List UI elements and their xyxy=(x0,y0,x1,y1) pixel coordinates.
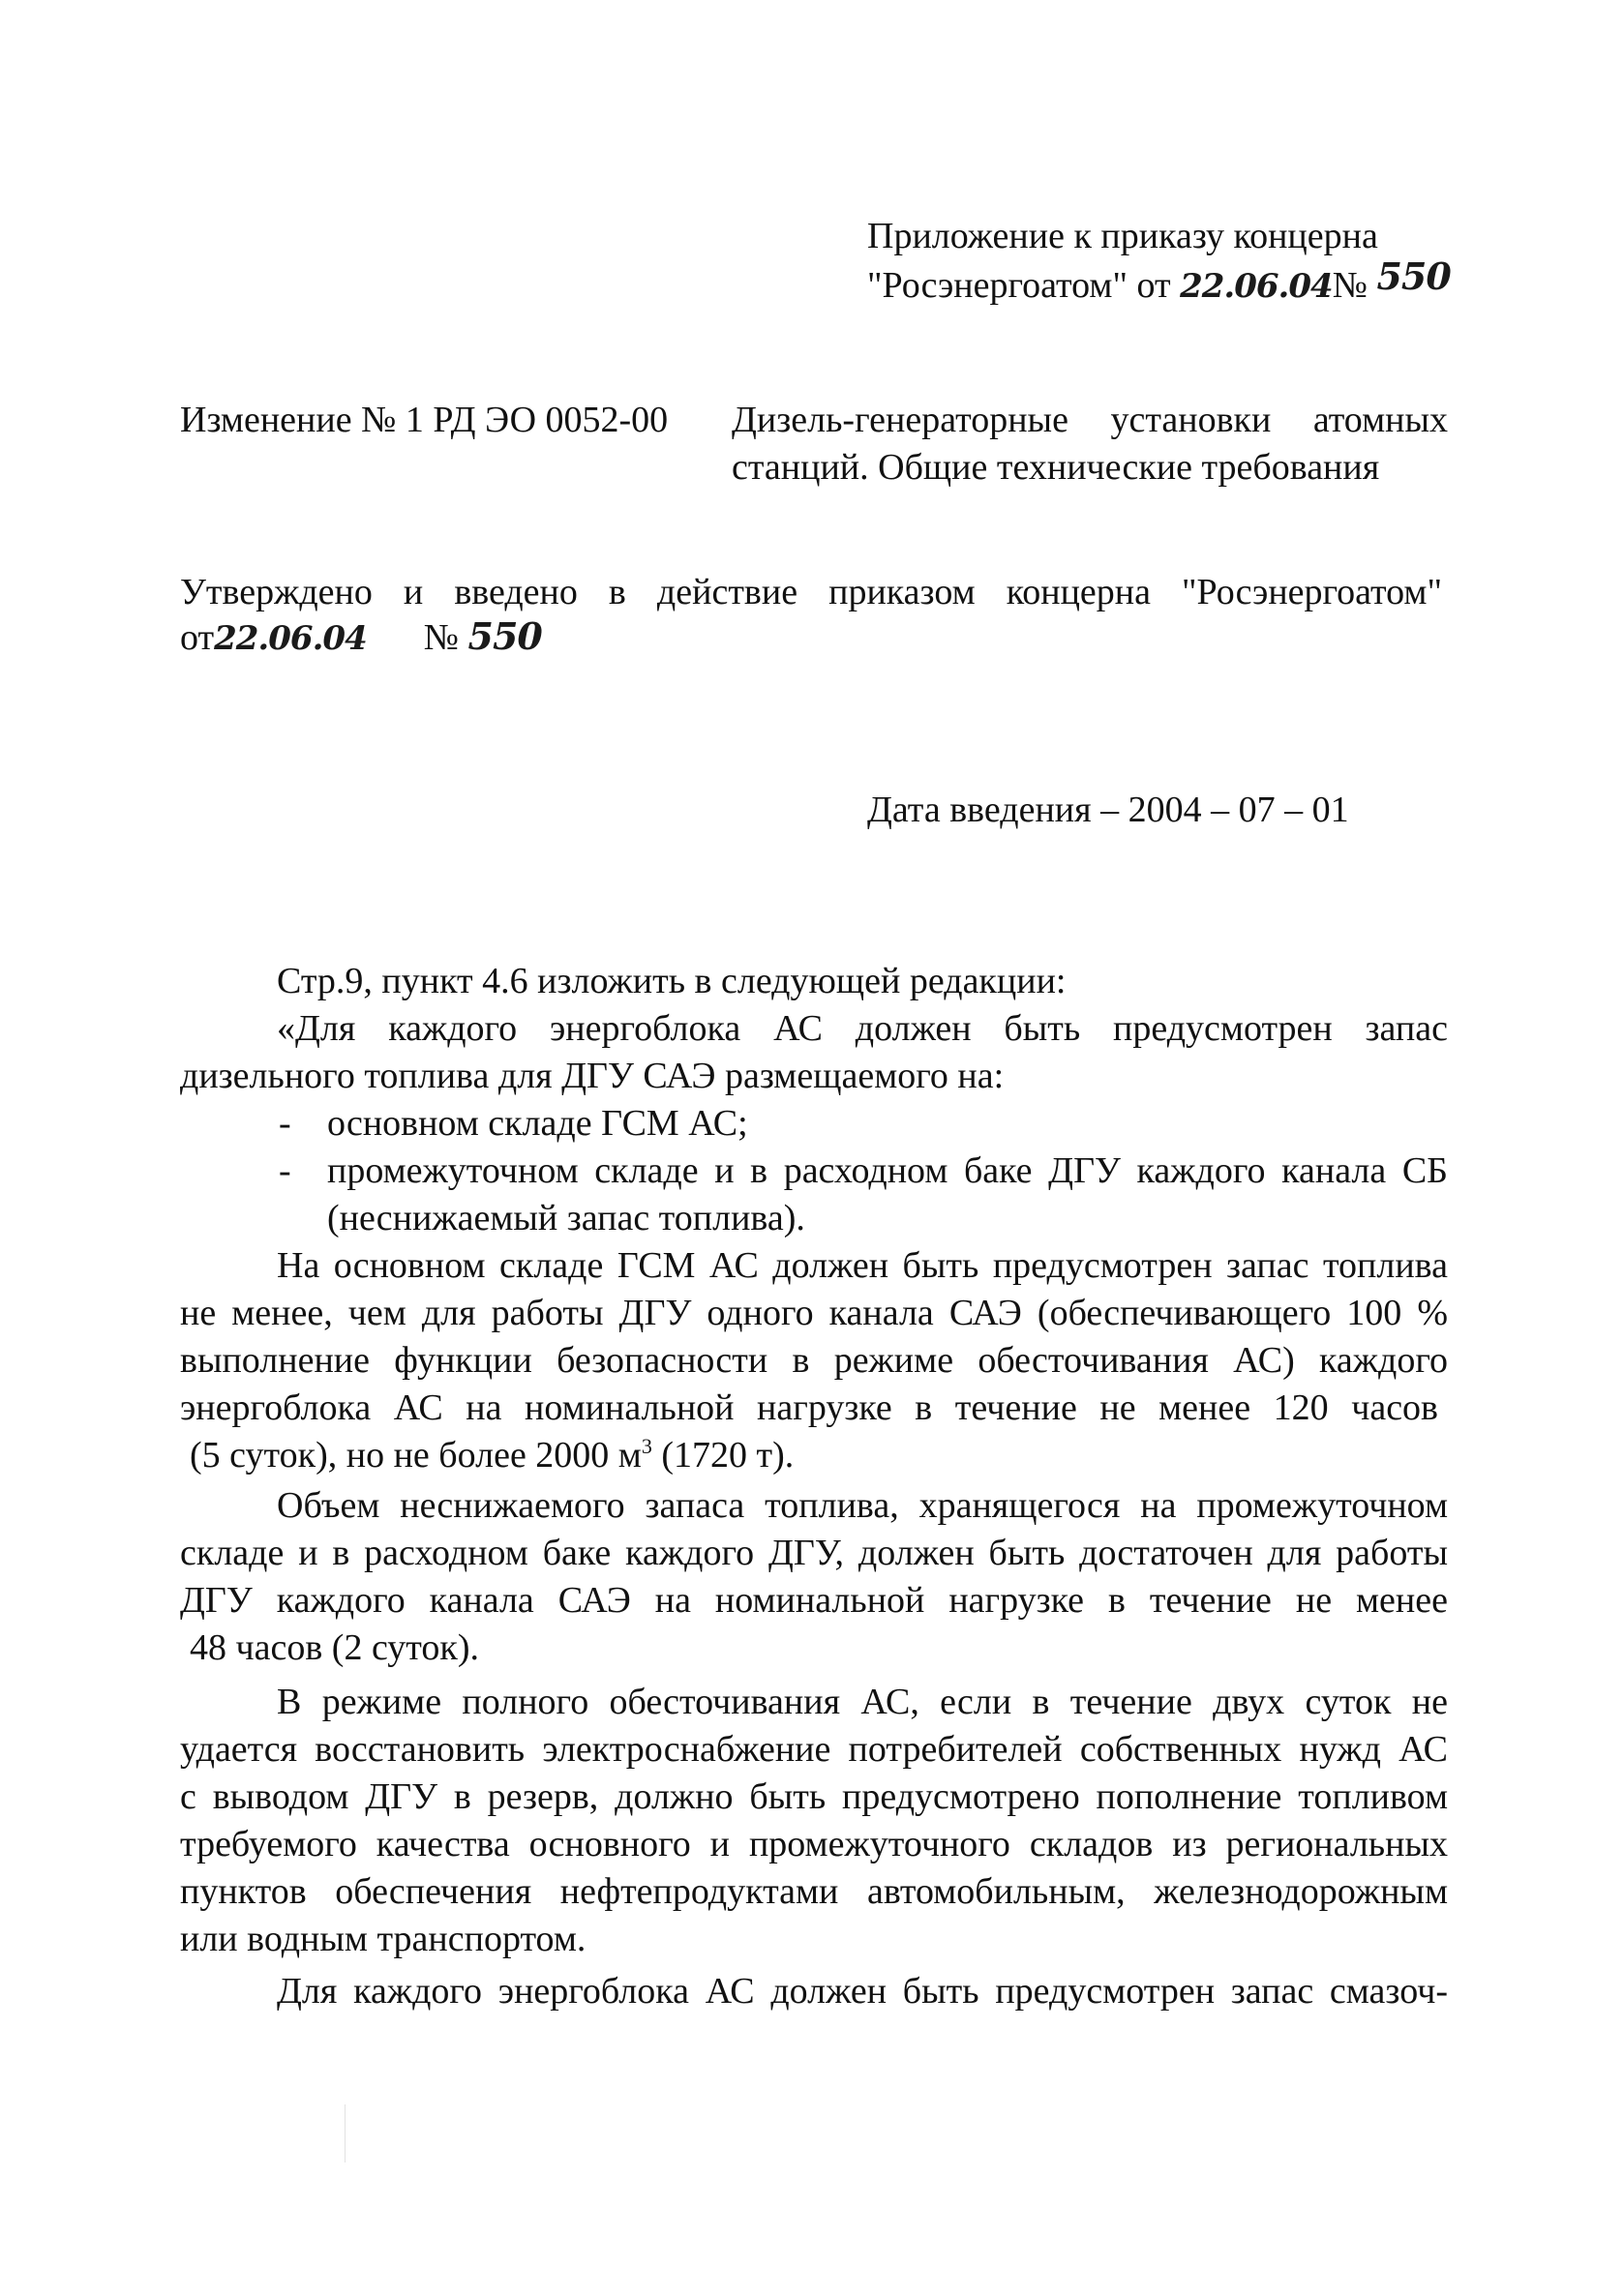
body-line: «Для каждого энергоблока АС должен быть предусмотрен запас xyxy=(277,1008,1448,1049)
handwritten-number: 550 xyxy=(467,614,542,658)
body-line: На основном складе ГСМ АС должен быть предусмотрен запас топлива xyxy=(277,1245,1448,1286)
handwritten-number: 550 xyxy=(1376,254,1451,298)
intro-date: Дата введения – 2004 – 07 – 01 xyxy=(867,790,1349,830)
appendix-line-1 xyxy=(867,213,1378,259)
list-dash: - xyxy=(279,1103,291,1144)
list-item: промежуточном складе и в расходном баке ДГУ каждого канала СБ xyxy=(327,1150,1448,1191)
change-title-line-1: Дизель-генераторные установки атомных xyxy=(732,400,1448,440)
list-item: основном складе ГСМ АС; xyxy=(327,1103,748,1144)
list-item-continued: (неснижаемый запас топлива). xyxy=(327,1198,805,1238)
list-dash: - xyxy=(279,1150,291,1191)
number-sign: № xyxy=(1332,265,1368,306)
body-text: (5 суток), но не более 2000 м xyxy=(190,1435,642,1476)
body-line: не менее, чем для работы ДГУ одного канала САЭ (обеспечивающего 100 % xyxy=(180,1293,1448,1333)
body-line: ДГУ каждого канала САЭ на номинальной нагрузке в течение не менее xyxy=(180,1580,1448,1621)
appendix-prefix: "Росэнергоатом" от xyxy=(867,265,1171,306)
body-line: дизельного топлива для ДГУ САЭ размещаемого на: xyxy=(180,1056,1005,1096)
change-title-line-2: станций. Общие технические требования xyxy=(732,447,1380,488)
body-line xyxy=(190,1432,794,1478)
appendix-text: Приложение к приказу концерна xyxy=(867,216,1378,256)
body-line: складе и в расходном баке каждого ДГУ, должен быть достаточен для работы xyxy=(180,1533,1448,1573)
body-line: выполнение функции безопасности в режиме обесточивания АС) каждого xyxy=(180,1340,1448,1381)
body-line: Стр.9, пункт 4.6 изложить в следующей редакции: xyxy=(277,961,1067,1001)
body-line: 48 часов (2 суток). xyxy=(190,1627,480,1668)
body-line: или водным транспортом. xyxy=(180,1919,586,1959)
handwritten-date: 22.06.04 xyxy=(1180,267,1333,306)
body-line: Объем неснижаемого запаса топлива, хранящегося на промежуточном xyxy=(277,1485,1448,1526)
body-text: (1720 т). xyxy=(651,1435,795,1476)
change-label: Изменение № 1 РД ЭО 0052-00 xyxy=(180,400,669,440)
body-line: В режиме полного обесточивания АС, если в течение двух суток не xyxy=(277,1682,1448,1722)
appendix-line-2 xyxy=(867,254,1451,310)
superscript: 3 xyxy=(641,1434,652,1458)
body-line: требуемого качества основного и промежуточного складов из региональных xyxy=(180,1824,1448,1864)
body-line: пунктов обеспечения нефтепродуктами автомобильным, железнодорожным xyxy=(180,1871,1448,1912)
scan-artifact xyxy=(345,2104,346,2162)
body-line: с выводом ДГУ в резерв, должно быть предусмотрено пополнение топливом xyxy=(180,1776,1448,1817)
handwritten-date: 22.06.04 xyxy=(214,619,367,658)
approved-from: от xyxy=(180,617,215,658)
body-line: удается восстановить электроснабжение потребителей собственных нужд АС xyxy=(180,1729,1448,1770)
body-line: Для каждого энергоблока АС должен быть предусмотрен запас смазоч- xyxy=(277,1971,1448,2012)
number-sign: № xyxy=(423,617,459,658)
approved-line-2 xyxy=(180,613,542,662)
body-line: энергоблока АС на номинальной нагрузке в течение не менее 120 часов xyxy=(180,1387,1438,1428)
approved-line-1: Утверждено и введено в действие приказом концерна "Росэнергоатом" xyxy=(180,572,1442,612)
